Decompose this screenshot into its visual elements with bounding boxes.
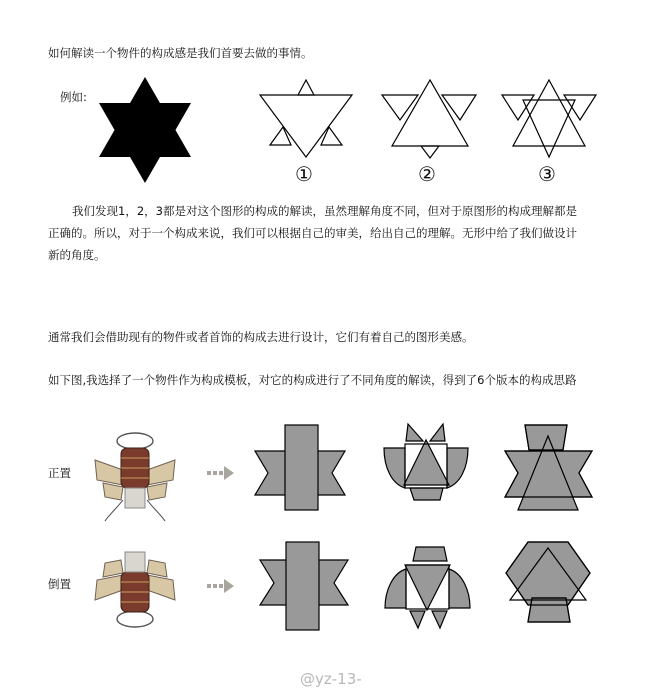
intro-line: 如何解读一个物件的构成感是我们首要去做的事情。 (48, 46, 313, 60)
upright-label: 正置 (48, 466, 71, 480)
method-paragraph: 通常我们会借助现有的物件或者首饰的构成去进行设计，它们有着自己的图形美感。 (48, 330, 474, 344)
inverted-label: 倒置 (48, 577, 71, 591)
watermark: @yz-13- (300, 670, 362, 688)
example-paragraph: 如下图,我选择了一个物件作为构成模板，对它的构成进行了不同角度的解读，得到了6个版本的构成思路 (48, 373, 577, 387)
beetle-object-inverted (85, 535, 185, 635)
explanation-paragraph: 我们发现1，2，3都是对这个图形的构成的解读，虽然理解角度不同，但对于原图形的构成理解都是正确的。所以，对于一个构成来说，我们可以根据自己的审美，给出自己的理解。无形中给了我们做设计新的角度。 (48, 204, 577, 262)
beetle-object-upright (85, 425, 185, 525)
figure-2-label: ② (418, 162, 436, 186)
figure-1-label: ① (295, 162, 313, 186)
figure-3-label: ③ (538, 162, 556, 186)
example-label: 例如: (60, 90, 87, 104)
